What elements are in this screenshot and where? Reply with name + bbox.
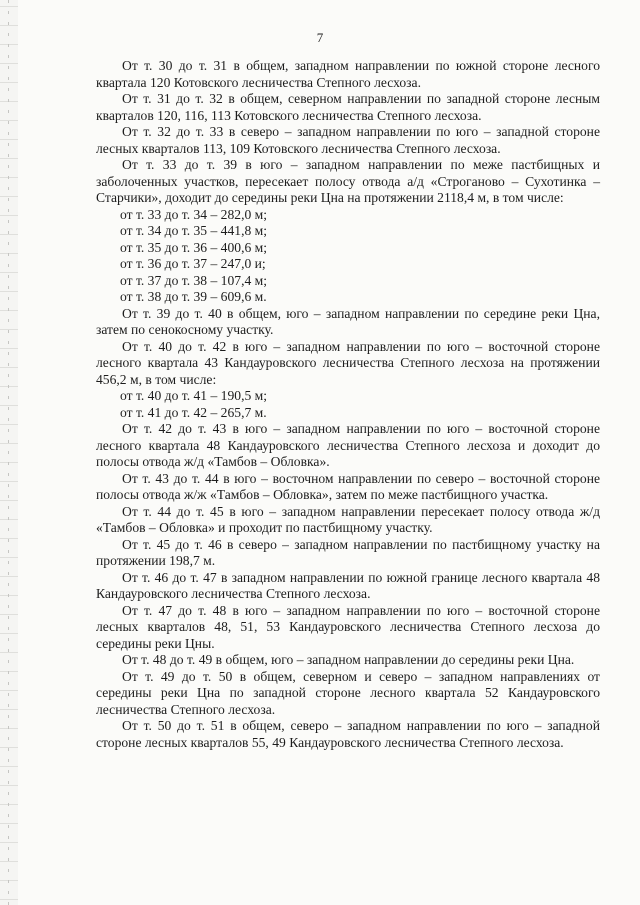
segment-36-37: от т. 36 до т. 37 – 247,0 и;	[120, 256, 266, 271]
paragraph-33-39: От т. 33 до т. 39 в юго – западном направлении по меже пастбищных и заболоченных участков, пересекает полосу отвода а/д «Строганово – Сухотинка – Старчики», доходит до середины реки Цна на протяжении 2118,4 м, в том числе:	[96, 157, 600, 205]
segment-41-42: от т. 41 до т. 42 – 265,7 м.	[120, 404, 267, 420]
segment-40-41: от т. 40 до т. 41 – 190,5 м;	[120, 388, 268, 403]
segment-35-36: от т. 35 до т. 36 – 400,6 м;	[120, 239, 268, 255]
paragraph-30-31: От т. 30 до т. 31 в общем, западном направлении по южной стороне лесного квартала 120 Котовского лесничества Степного лесхоза.	[96, 58, 600, 90]
paragraph-50-51: От т. 50 до т. 51 в общем, северо – западном направлении по юго – западной стороне лесных кварталов 55, 49 Кандауровского лесничества Степного лесхоза.	[96, 718, 600, 750]
paragraph-47-48: От т. 47 до т. 48 в юго – западном направлении по юго – восточной стороне лесных кварталов 48, 51, 53 Кандауровского лесничества Степного лесхоза до середины реки Цны.	[96, 602, 600, 651]
paragraph-42-43: От т. 42 до т. 43 в юго – западном направлении по юго – восточной стороне лесного квартала 48 Кандауровского лесничества Степного лесхоза и доходит до полосы отвода ж/д «Тамбов – Обловка».	[96, 421, 600, 469]
segment-33-34: от т. 33 до т. 34 – 282,0 м;	[120, 206, 268, 222]
segment-34-35: от т. 34 до т. 35 – 441,8 м;	[120, 223, 268, 238]
paragraph-45-46: От т. 45 до т. 46 в северо – западном направлении по пастбищному участку на протяжении 198,7 м.	[96, 536, 600, 568]
page-number: 7	[316, 30, 324, 45]
segment-37-38: от т. 37 до т. 38 – 107,4 м;	[120, 272, 268, 288]
paragraph-39-40: От т. 39 до т. 40 в общем, юго – западном направлении по середине реки Цна, затем по сенокосному участку.	[96, 305, 600, 337]
document-body	[96, 58, 600, 751]
paragraph-46-47: От т. 46 до т. 47 в западном направлении по южной границе лесного квартала 48 Кандауровского лесничества Степного лесхоза.	[96, 569, 600, 601]
paragraph-31-32: От т. 31 до т. 32 в общем, северном направлении по западной стороне лесным кварталов 120, 116, 113 Котовского лесничества Степного лесхоза.	[96, 91, 600, 123]
paragraph-32-33: От т. 32 до т. 33 в северо – западном направлении по юго – западной стороне лесных кварталов 113, 109 Котовского лесничества Степного лесхоза.	[96, 124, 600, 156]
paragraph-48-49: От т. 48 до т. 49 в общем, юго – западном направлении до середины реки Цна.	[122, 652, 575, 667]
paragraph-40-42: От т. 40 до т. 42 в юго – западном направлении по юго – восточной стороне лесного квартала 43 Кандауровского лесничества Степного лесхоза на протяжении 456,2 м, в том числе:	[96, 338, 600, 387]
paragraph-44-45: От т. 44 до т. 45 в юго – западном направлении пересекает полосу отвода ж/д «Тамбов – Обловка» и проходит по пастбищному участку.	[96, 503, 600, 535]
scan-binding-edge	[0, 0, 18, 905]
paragraph-49-50: От т. 49 до т. 50 в общем, северном и северо – западном направлениях от середины реки Цна по западной стороне лесного квартала 52 Кандауровского лесничества Степного лесхоза.	[96, 668, 600, 717]
paragraph-43-44: От т. 43 до т. 44 в юго – восточном направлении по северо – восточной стороне полосы отвода ж/ж «Тамбов – Обловка», затем по меже пастбищного участка.	[96, 470, 600, 502]
segment-38-39: от т. 38 до т. 39 – 609,6 м.	[120, 289, 267, 304]
